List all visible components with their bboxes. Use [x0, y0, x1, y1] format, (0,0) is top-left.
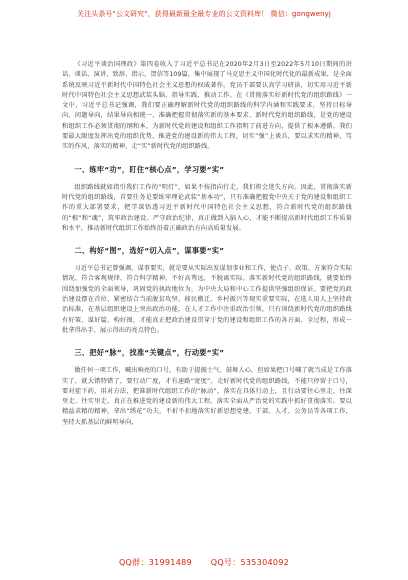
section-heading-2: 二、构好“图”，选好“切入点”，谋事要“实”	[74, 246, 225, 256]
banner-text: 关注头条号"公文研究"，获得最新最全最专业的公文资料库！ 微信：gongwenyj	[77, 10, 331, 18]
section-1-paragraph: 组织路线就如指引我们工作的“明灯”，如果不按指向行走，我们将会迷失方向。因此，贯彻落实新时代党的组织路线，首要任务是要练牢理论武装“基本功”，只有准确把握党中央关于党的建设和组织工作的重大部署要求，把学深悟透习近平新时代中国特色社会主义思想，符合新时代党的组织路线的“根”和“魂”，筑牢政治建设、严守政治纪律，真正做到入脑入心，才能不断提高新时代组织工作质量和水平，推动新时代组织工作始终沿着正确政治方向高质量发展。	[62, 183, 352, 232]
qq-number-text: QQ号：535304092	[210, 558, 290, 567]
article-body	[62, 60, 352, 428]
section-3-paragraph: 做任何一项工作，喊出响亮的口号，有助于提振士气、鼓舞人心，但如果把口号喊了就当成是工作落实了，就大错特错了，要行动广度，才有速路“宽度”。走好新时代党的组织路线，不能只停留于口号，要对症下药，用对方法，把准新时代组织工作的“脉动”，落实在具体行动上，且行动要往心里走、往深里走、往实里走，真正在推进党的建设新的伟大工程、落实全面从严治党的实践中抓好贯彻落实。要以精益求精的精神，拿出“绣花”功夫，不折不扣地落实好新思想党建、干部、人才、公务员等各项工作，坚持大抓基层的鲜明导向，	[62, 367, 352, 426]
intro-paragraph: 《习近平谈治国理政》第四卷收入了习近平总书记在2020年2月3日至2022年5月10日期间的讲话、谈话、演讲、致辞、指示、贺信等109篇，集中展现了马克思主义中国化时代化的最新成果，是全面系统反映习近平新时代中国特色社会主义思想的权威著作。党员干部要认真学习研读，切实用习近平新时代中国特色社会主义思想武装头脑、指导实践、推动工作。在《贯彻落实好新时代党的组织路线》一文中，习近平总书记强调，我们要正确理解新时代党的组织路线的科学内涵和实践要求，坚持目标导向、问题导向，结果导向相统一，准确把握贯彻落实新的基本要求、新时代党的组织路线，是党的建设和组织工作必须贯彻的纲和本，为新时代党的建设和组织工作指明了前进方向，提供了根本遵循。我们要最大限度发挥出党的组织优势，推进党的建设新的伟大工程，切实“强”上谈兵，要以求实的精神，笃实的作风，落实的精神，走“实”新时代党的组织路线。	[62, 61, 352, 151]
section-2-paragraph: 习近平总书记曾强调，谋事要实，就是要从实际出发谋划事业和工作，使点子、政策、方案符合实际情况、符合客观规律、符合科学精神，不好高骛远，不脱离实际。落实新时代党的组织路线，就要始终围绕加强党的全面领导，巩固党的执政地位为，为中央大局和中心工作提供坚强组织保证。要把党的政治建设摆在首位，紧密结合当前脱贫攻坚、移民搬迁、乡村振兴等现实重要实际，在选人用人上坚持政治标准，在基层组织建设上突出政治功能，在人才工作中注重政治引领，只有围绕新时代党的组织路线有好策、谋好篇、构好图，才能真正把政治建设贯穿于党的建设和组织工作的各方面、全过程，形成一批拿得出手、展示得出的亮点特色。	[62, 265, 352, 334]
qq-group-text: QQ群：31991489	[118, 558, 192, 567]
section-heading-1: 一、练牢“功”，盯住“核心点”，学习要“实”	[74, 164, 225, 174]
section-heading-3: 三、把好“脉”，找准“关键点”，行动要“实”	[74, 348, 225, 358]
footer-contact	[0, 558, 408, 568]
header-banner	[0, 10, 408, 19]
